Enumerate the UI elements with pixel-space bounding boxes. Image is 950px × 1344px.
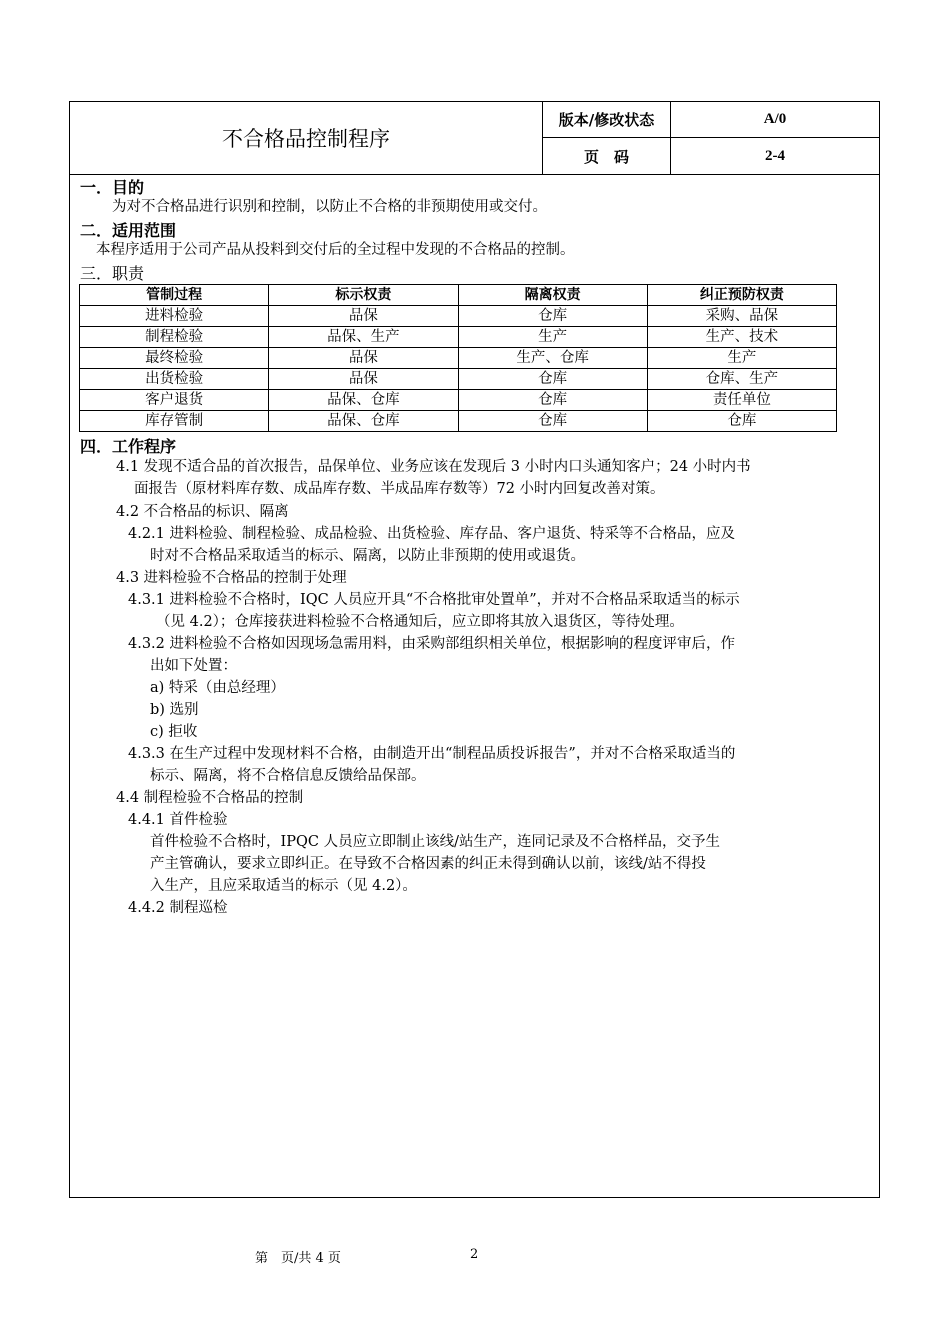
procedure-line: 4.1 发现不适合品的首次报告，品保单位、业务应该在发现后 3 小时内口头通知客户；24 小时内书 [116,459,751,475]
procedure-line: 入生产，且应采取适当的标示（见 4.2）。 [150,878,417,894]
table-row [80,411,837,432]
procedure-line: c) 拒收 [150,724,198,740]
procedure-line: 首件检验不合格时，IPQC 人员应立即制止该线/站生产，连同记录及不合格样品，交予生 [150,834,720,850]
table-cell: 进料检验 [80,306,269,327]
procedure-line: 4.4.1 首件检验 [128,812,228,828]
table-cell: 仓库 [458,390,647,411]
table-cell: 品保 [269,348,458,369]
page-value: 2-4 [765,147,785,164]
table-cell: 品保 [269,306,458,327]
section-scope-text: 本程序适用于公司产品从投料到交付后的全过程中发现的不合格品的控制。 [96,242,575,258]
section-purpose-text: 为对不合格品进行识别和控制，以防止不合格的非预期使用或交付。 [112,199,547,215]
table-cell: 客户退货 [80,390,269,411]
table-cell: 生产、仓库 [458,348,647,369]
duty-header-isolate: 隔离权责 [458,285,647,306]
table-cell: 出货检验 [80,369,269,390]
procedure-line: a) 特采（由总经理） [150,680,285,696]
procedure-line: 面报告（原材料库存数、成品库存数、半成品库存数等）72 小时内回复改善对策。 [134,481,665,497]
section-scope-title: 二．适用范围 [80,221,177,240]
procedure-line: 4.4 制程检验不合格品的控制 [116,790,304,806]
table-cell: 仓库 [458,411,647,432]
table-row [80,348,837,369]
section-purpose-title: 一．目的 [80,178,145,197]
table-cell: 制程检验 [80,327,269,348]
section-duty-title-text: 三．职责 [80,264,145,283]
procedure-line: （见 4.2）；仓库接获进料检验不合格通知后，应立即将其放入退货区，等待处理。 [156,614,684,630]
duty-header-correct: 纠正预防权责 [647,285,836,306]
procedure-line: 4.3.2 进料检验不合格如因现场急需用料，由采购部组织相关单位，根据影响的程度评审后，作 [128,636,735,652]
procedure-line: 产主管确认，要求立即纠正。在导致不合格因素的纠正未得到确认以前，该线/站不得投 [150,856,706,872]
header-block [70,102,879,175]
version-value: A/0 [671,102,879,138]
procedure-line: 4.3.3 在生产过程中发现材料不合格，由制造开出“制程品质投诉报告”，并对不合格采取适当的 [128,746,736,762]
table-row [80,306,837,327]
section-duty-title [80,261,144,284]
procedure-line: 4.2.1 进料检验、制程检验、成品检验、出货检验、库存品、客户退货、特采等不合格品，应及 [128,526,735,542]
table-cell: 库存管制 [80,411,269,432]
table-cell: 生产 [647,348,836,369]
table-cell: 生产、技术 [647,327,836,348]
duty-header-mark: 标示权责 [269,285,458,306]
procedure-line: 4.4.2 制程巡检 [128,900,228,916]
table-cell: 品保 [269,369,458,390]
table-cell: 品保、生产 [269,327,458,348]
table-row [80,369,837,390]
document-frame [69,101,880,1198]
footer-page-number: 2 [470,1247,479,1262]
table-row [80,327,837,348]
procedure-line: 4.2 不合格品的标识、隔离 [116,504,289,520]
table-cell: 仓库、生产 [647,369,836,390]
procedure-line: 4.3 进料检验不合格品的控制于处理 [116,570,347,586]
table-cell: 品保、仓库 [269,411,458,432]
document-title: 不合格品控制程序 [70,102,543,174]
procedure-line: 4.3.1 进料检验不合格时，IQC 人员应开具“不合格批审处置单”，并对不合格品采取适当的标示 [128,592,740,608]
version-label: 版本/修改状态 [543,102,671,138]
procedure-line: 标示、隔离，将不合格信息反馈给品保部。 [150,768,426,784]
procedure-line: 时对不合格品采取适当的标示、隔离，以防止非预期的使用或退货。 [150,548,585,564]
table-cell: 仓库 [647,411,836,432]
table-cell: 仓库 [458,306,647,327]
table-cell: 品保、仓库 [269,390,458,411]
duty-header-process: 管制过程 [80,285,269,306]
procedure-line: b) 选别 [150,702,199,718]
table-cell: 生产 [458,327,647,348]
table-cell: 仓库 [458,369,647,390]
page-label: 页 码 [543,138,671,174]
table-cell: 最终检验 [80,348,269,369]
table-cell: 采购、品保 [647,306,836,327]
table-cell: 责任单位 [647,390,836,411]
table-row [80,390,837,411]
footer-page-info: 第 页/共 4 页 [255,1251,341,1266]
section-procedure-title: 四．工作程序 [80,437,177,456]
duty-table-header-row [80,285,837,306]
procedure-line: 出如下处置： [150,658,237,674]
duty-table [79,284,837,432]
